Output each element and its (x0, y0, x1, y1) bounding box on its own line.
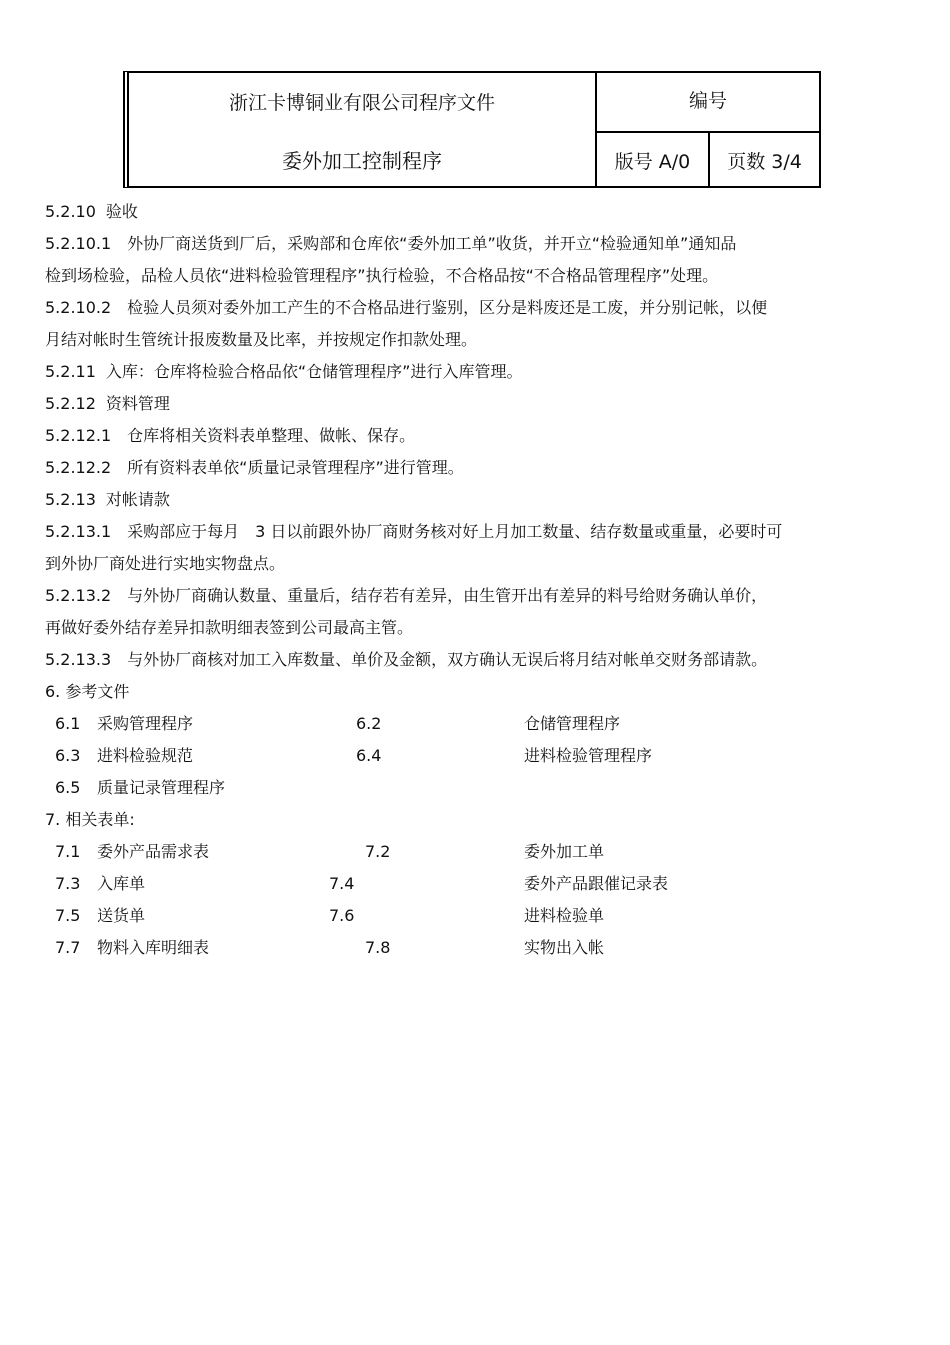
form-number: 7.8 (365, 938, 391, 957)
form-text: 实物出入帐 (524, 938, 605, 957)
section-number: 5.2.12.1 (45, 426, 112, 445)
section-line (45, 196, 875, 228)
section-text: 与外协厂商核对加工入库数量、单价及金额，双方确认无误后将月结对帐单交财务部请款。 (127, 650, 768, 669)
form-text: 进料检验单 (524, 906, 605, 925)
reference-number: 6.5 (55, 778, 81, 797)
form-row (45, 868, 875, 900)
forms-heading: 7. 相关表单: (45, 810, 135, 829)
section-line (45, 452, 875, 484)
form-number: 7.2 (365, 842, 391, 861)
section-text: 与外协厂商确认数量、重量后，结存若有差异，由生管开出有差异的料号给财务确认单价， (127, 586, 768, 605)
pages-label: 页数 3/4 (708, 133, 819, 188)
form-number: 7.1 (55, 842, 81, 861)
section-line (45, 260, 875, 292)
form-number: 7.4 (329, 874, 355, 893)
reference-text: 仓储管理程序 (524, 714, 621, 733)
section-text: 资料管理 (105, 394, 170, 413)
form-text: 入库单 (97, 874, 146, 893)
section-number: 5.2.13 (45, 490, 96, 509)
reference-row (45, 740, 875, 772)
section-text: 月结对帐时生管统计报废数量及比率，并按规定作扣款处理。 (45, 330, 478, 349)
reference-text: 采购管理程序 (97, 714, 194, 733)
section-line (45, 292, 875, 324)
form-number: 7.7 (55, 938, 81, 957)
section-number: 5.2.10 (45, 202, 96, 221)
form-row (45, 836, 875, 868)
document-header-table (127, 71, 821, 188)
code-label: 编号 (595, 73, 819, 133)
company-title: 浙江卡博铜业有限公司程序文件 (228, 92, 495, 114)
form-text: 委外加工单 (524, 842, 605, 861)
section-number: 5.2.12.2 (45, 458, 112, 477)
form-number: 7.6 (329, 906, 355, 925)
section-line (45, 388, 875, 420)
form-text: 委外产品跟催记录表 (524, 874, 669, 893)
section-number: 5.2.13.2 (45, 586, 112, 605)
form-row (45, 932, 875, 964)
version-label: 版号 A/0 (595, 133, 708, 188)
form-number: 7.5 (55, 906, 81, 925)
reference-number: 6.1 (55, 714, 81, 733)
reference-number: 6.2 (356, 714, 382, 733)
form-text: 委外产品需求表 (97, 842, 210, 861)
reference-text: 进料检验管理程序 (524, 746, 653, 765)
section-number: 5.2.11 (45, 362, 96, 381)
section-number: 5.2.10.1 (45, 234, 112, 253)
reference-number: 6.3 (55, 746, 81, 765)
section-line (45, 644, 875, 676)
references-heading: 6. 参考文件 (45, 682, 130, 701)
reference-text: 质量记录管理程序 (97, 778, 226, 797)
document-body (45, 196, 875, 964)
section-line (45, 548, 875, 580)
section-line (45, 580, 875, 612)
section-text: 检验人员须对委外加工产生的不合格品进行鉴别，区分是料废还是工废，并分别记帐，以便 (127, 298, 768, 317)
section-text: 采购部应于每月 3 日以前跟外协厂商财务核对好上月加工数量、结存数量或重量，必要时可 (127, 522, 783, 541)
section-line (45, 420, 875, 452)
form-text: 送货单 (97, 906, 146, 925)
section-text: 仓库将相关资料表单整理、做帐、保存。 (127, 426, 416, 445)
section-line (45, 228, 875, 260)
section-text: 验收 (105, 202, 138, 221)
section-text: 到外协厂商处进行实地实物盘点。 (45, 554, 286, 573)
reference-number: 6.4 (356, 746, 382, 765)
document-title: 委外加工控制程序 (282, 148, 442, 173)
section-line (45, 324, 875, 356)
section-line (45, 356, 875, 388)
form-number: 7.3 (55, 874, 81, 893)
section-text: 检到场检验，品检人员依“进料检验管理程序”执行检验，不合格品按“不合格品管理程序”处理。 (45, 266, 719, 285)
section-text: 所有资料表单依“质量记录管理程序”进行管理。 (127, 458, 464, 477)
reference-text: 进料检验规范 (97, 746, 194, 765)
section-text: 对帐请款 (105, 490, 170, 509)
section-line (45, 484, 875, 516)
section-number: 5.2.13.1 (45, 522, 112, 541)
reference-row (45, 708, 875, 740)
section-text: 外协厂商送货到厂后，采购部和仓库依“委外加工单”收货，并开立“检验通知单”通知品 (127, 234, 737, 253)
section-number: 5.2.13.3 (45, 650, 112, 669)
section-line (45, 516, 875, 548)
form-text: 物料入库明细表 (97, 938, 210, 957)
section-number: 5.2.12 (45, 394, 96, 413)
section-line (45, 612, 875, 644)
section-number: 5.2.10.2 (45, 298, 112, 317)
section-text: 入库：仓库将检验合格品依“仓储管理程序”进行入库管理。 (105, 362, 523, 381)
form-row (45, 900, 875, 932)
reference-row (45, 772, 875, 804)
section-text: 再做好委外结存差异扣款明细表签到公司最高主管。 (45, 618, 414, 637)
